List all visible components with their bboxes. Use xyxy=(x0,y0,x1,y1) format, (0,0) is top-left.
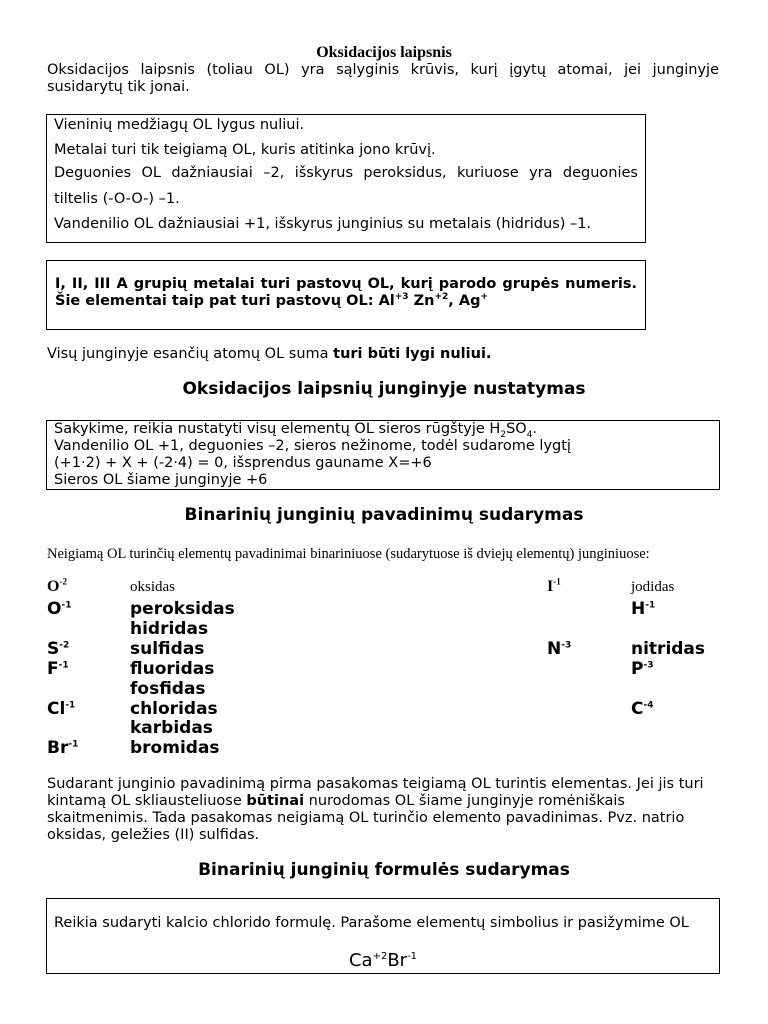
metals-box xyxy=(46,260,646,330)
row-hydride-name: hidridas xyxy=(130,619,209,639)
section-heading-formula: Binarinių junginių formulės sudarymas xyxy=(198,860,570,880)
sum-rule xyxy=(47,346,491,362)
row-iodide-name: jodidas xyxy=(631,579,675,595)
row-nitride-name: nitridas xyxy=(631,639,706,659)
example-box xyxy=(46,420,720,490)
ion-ag: Ag+ xyxy=(458,292,489,309)
row-carbide-name: karbidas xyxy=(130,718,213,738)
row-chloride-symbol: $Cl^{-1}$ xyxy=(47,699,76,719)
example-line-4: Sieros OL šiame junginyje +6 xyxy=(54,472,268,488)
example-line-3: (+1·2) + X + (-2·4) = 0, išsprendus gauname X=+6 xyxy=(54,455,432,471)
row-nitride-symbol: $N^{-3}$ xyxy=(547,639,572,659)
rule-1: Vieninių medžiagų OL lygus nuliui. xyxy=(54,117,305,133)
formula-text: Reikia sudaryti kalcio chlorido formulę. Parašome elementų simbolius ir pasižymime OL xyxy=(54,915,689,931)
row-bromide-name: bromidas xyxy=(130,738,220,758)
formula: $Ca^{+2}Br^{-1}$ xyxy=(348,950,418,971)
sum-rule-emphasis: turi būti lygi nuliui. xyxy=(333,346,492,362)
ion-al: $Al^{+3}$ xyxy=(378,292,409,309)
sum-rule-text: Visų junginyje esančių atomų OL suma xyxy=(47,346,329,362)
row-oxide-symbol: $O^{-2}$ xyxy=(47,576,67,595)
row-peroxide-name: peroksidas xyxy=(130,599,235,619)
row-sulfide-name: sulfidas xyxy=(130,639,205,659)
rules-box xyxy=(46,114,646,243)
row-iodide-symbol: $I^{-1}$ xyxy=(547,576,561,595)
rule-2: Metalai turi tik teigiamą OL, kuris atitinka jono krūvį. xyxy=(54,142,436,158)
rule-4: Vandenilio OL dažniausiai +1, išskyrus junginius su metalais (hidridus) –1. xyxy=(54,216,592,232)
formula-box xyxy=(46,898,720,974)
metals-text xyxy=(55,276,637,310)
row-fluoride-name: fluoridas xyxy=(130,659,215,679)
row-chloride-name: chloridas xyxy=(130,699,218,719)
section-heading-determination: Oksidacijos laipsnių junginyje nustatymas xyxy=(182,379,586,399)
rule-3: Deguonies OL dažniausiai –2, išskyrus peroksidus, kuriuose yra deguonies tiltelis (-O-O-) –1. xyxy=(54,165,638,207)
row-c-symbol: $C^{-4}$ xyxy=(631,699,654,719)
section-heading-naming: Binarinių junginių pavadinimų sudarymas xyxy=(184,505,584,525)
page-title: Oksidacijos laipsnis xyxy=(316,44,452,61)
row-bromide-symbol: $Br^{-1}$ xyxy=(47,738,79,758)
metals-rule-text: I, II, III A grupių metalai turi pastovų OL, kurį parodo grupės numeris. Šie elementai taip pat turi pastovų OL: xyxy=(55,276,637,309)
row-h-symbol: $H^{-1}$ xyxy=(631,599,656,619)
example-line-1: Sakykime, reikia nustatyti visų elementų OL sieros rūgštyje $H_2SO_4$. xyxy=(54,421,538,440)
naming-paragraph: Sudarant junginio pavadinimą pirma pasakomas teigiamą OL turintis elementas. Jei jis turi kintamą OL skliausteliuose būtinai nurodomas OL šiame junginyje romėniškais skaitmenimis. Tada pasakomas neigiamą OL turinčio elemento pavadinimas. Pvz. natrio oksidas, geležies (II) sulfidas. xyxy=(47,776,704,843)
row-sulfide-symbol: $S^{-2}$ xyxy=(47,639,70,659)
row-phosphide-name: fosfidas xyxy=(130,679,206,699)
row-oxide-name: oksidas xyxy=(130,579,175,595)
example-line-2: Vandenilio OL +1, deguonies –2, sieros nežinome, todėl sudarome lygtį xyxy=(54,438,571,454)
row-peroxide-symbol: $O^{-1}$ xyxy=(47,599,72,619)
row-p-symbol: $P^{-3}$ xyxy=(631,659,654,679)
ion-zn: $Zn^{+2}$, xyxy=(413,292,454,309)
naming-lead: Neigiamą OL turinčių elementų pavadinimai binariniuose (sudarytuose iš dviejų elementų) junginiuose: xyxy=(47,546,650,562)
row-fluoride-symbol: $F^{-1}$ xyxy=(47,659,69,679)
intro-paragraph: Oksidacijos laipsnis (toliau OL) yra sąlyginis krūvis, kurį įgytų atomai, jei junginyje susidarytų tik jonai. xyxy=(47,62,719,95)
